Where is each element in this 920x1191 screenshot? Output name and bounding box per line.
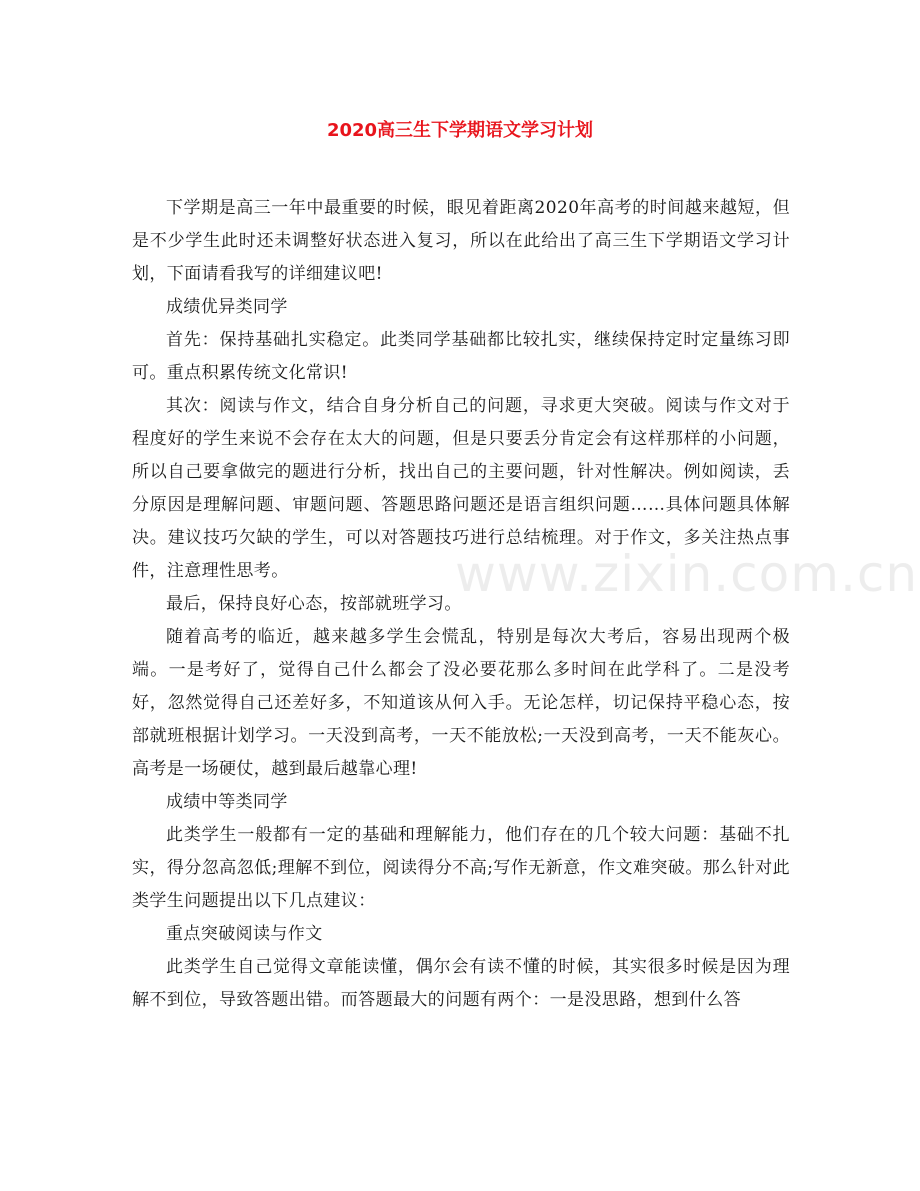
paragraph-intro: 下学期是高三一年中最重要的时候，眼见着距离2020年高考的时间越来越短，但是不少学生此时还未调整好状态进入复习，所以在此给出了高三生下学期语文学习计划，下面请看我写的详细建议吧! xyxy=(132,198,790,284)
paragraph: 此类学生一般都有一定的基础和理解能力，他们存在的几个较大问题：基础不扎实，得分忽高忽低;理解不到位，阅读得分不高;写作无新意，作文难突破。那么针对此类学生问题提出以下几点建议： xyxy=(132,825,790,911)
section-heading-average: 成绩中等类同学 xyxy=(166,792,288,812)
paragraph: 最后，保持良好心态，按部就班学习。 xyxy=(166,594,462,614)
paragraph: 此类学生自己觉得文章能读懂，偶尔会有读不懂的时候，其实很多时候是因为理解不到位，导致答题出错。而答题最大的问题有两个：一是没思路，想到什么答 xyxy=(132,957,790,1010)
document-body xyxy=(132,192,790,1017)
paragraph: 首先：保持基础扎实稳定。此类同学基础都比较扎实，继续保持定时定量练习即可。重点积累传统文化常识! xyxy=(132,330,790,383)
section-heading-focus: 重点突破阅读与作文 xyxy=(166,924,323,944)
paragraph: 随着高考的临近，越来越多学生会慌乱，特别是每次大考后，容易出现两个极端。一是考好了，觉得自己什么都会了没必要花那么多时间在此学科了。二是没考好，忽然觉得自己还差好多，不知道该从何入手。无论怎样，切记保持平稳心态，按部就班根据计划学习。一天没到高考，一天不能放松;一天没到高考，一天不能灰心。高考是一场硬仗，越到最后越靠心理! xyxy=(132,627,790,779)
watermark: www.zixin.com.cn xyxy=(455,545,919,603)
paragraph: 其次：阅读与作文，结合自身分析自己的问题，寻求更大突破。阅读与作文对于程度好的学生来说不会存在太大的问题，但是只要丢分肯定会有这样那样的小问题，所以自己要拿做完的题进行分析，找出自己的主要问题，针对性解决。例如阅读，丢分原因是理解问题、审题问题、答题思路问题还是语言组织问题……具体问题具体解决。建议技巧欠缺的学生，可以对答题技巧进行总结梳理。对于作文，多关注热点事件，注意理性思考。 xyxy=(132,396,790,581)
document-title: 2020高三生下学期语文学习计划 xyxy=(326,120,594,141)
section-heading-excellent: 成绩优异类同学 xyxy=(166,297,288,317)
